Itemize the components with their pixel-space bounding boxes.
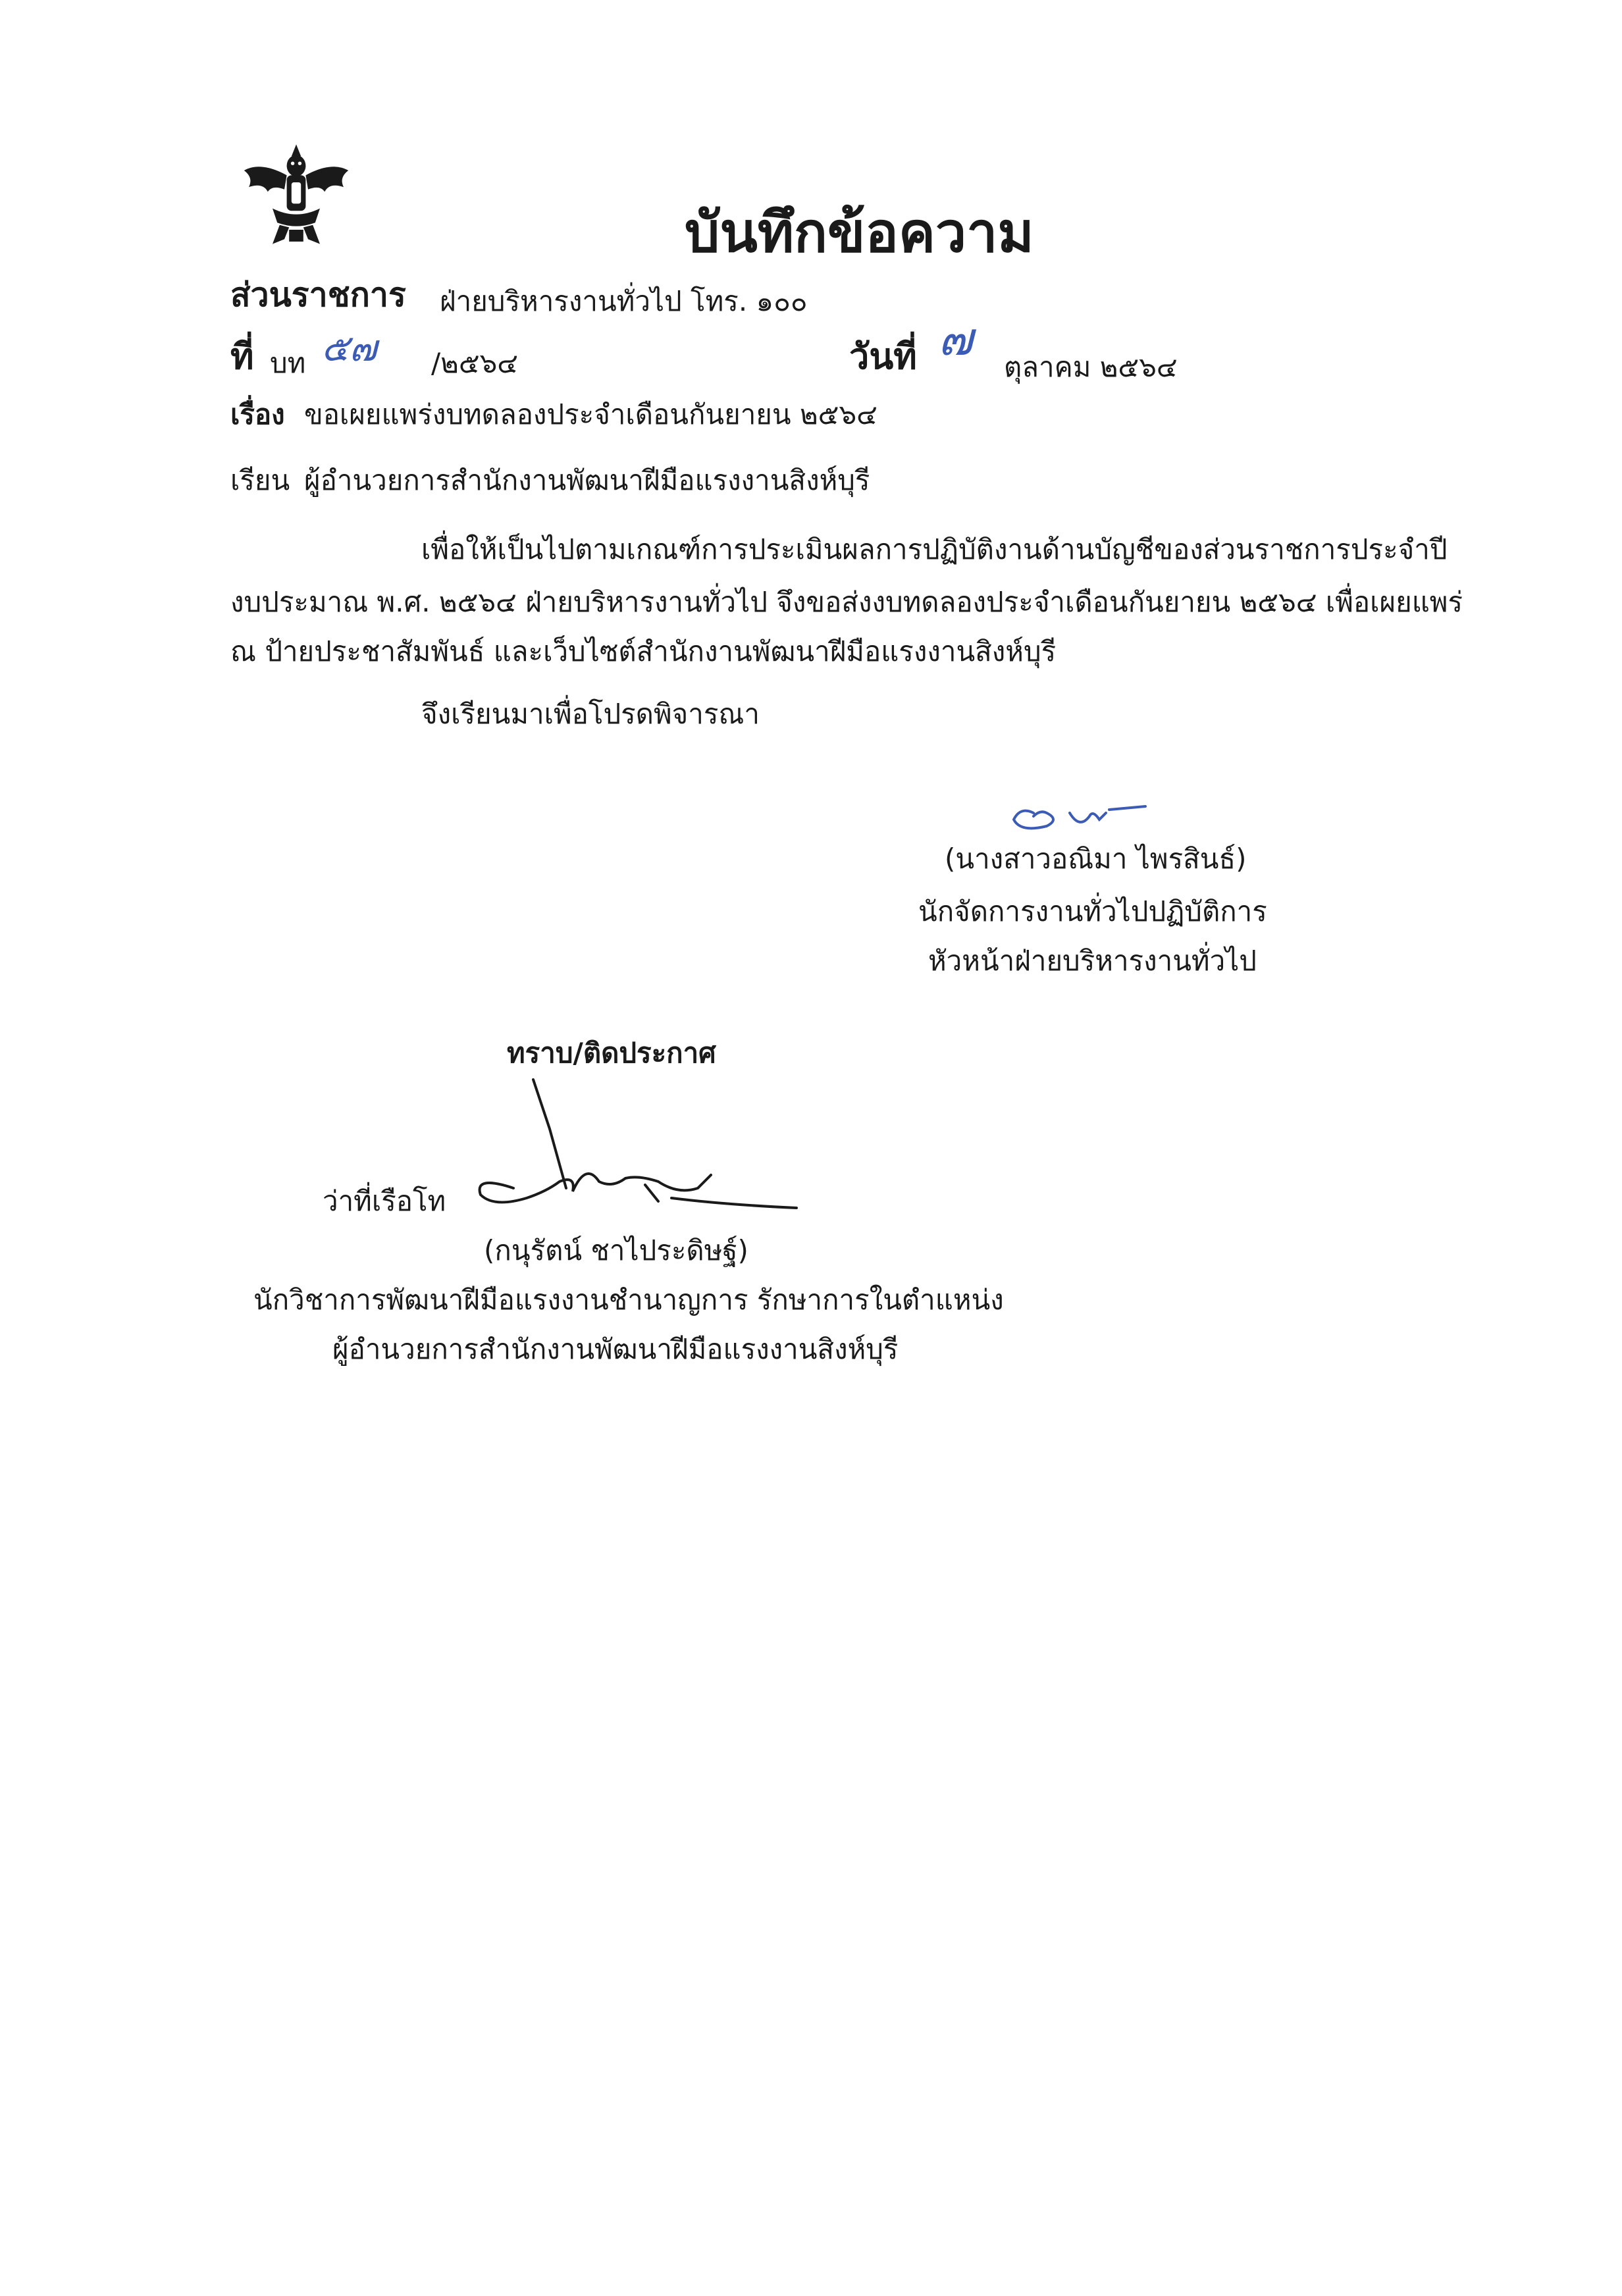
memo-title: บันทึกข้อความ bbox=[685, 200, 1034, 265]
approver-name: (กนุรัตน์ ชาไประดิษฐ์) bbox=[484, 1234, 748, 1266]
approval-heading: ทราบ/ติดประกาศ bbox=[507, 1037, 716, 1069]
approver-position-1: นักวิชาการพัฒนาฝีมือแรงงานชำนาญการ รักษาการในตำแหน่ง bbox=[253, 1284, 1004, 1316]
ref-number-handwritten: ๕๗ bbox=[321, 327, 377, 370]
ref-prefix: บท bbox=[270, 347, 306, 379]
signer-name: (นางสาวอณิมา ไพรสินธ์) bbox=[945, 843, 1247, 875]
closing-text: จึงเรียนมาเพื่อโปรดพิจารณา bbox=[421, 698, 760, 730]
approver-position-2: ผู้อำนวยการสำนักงานพัฒนาฝีมือแรงงานสิงห์บุรี bbox=[332, 1333, 899, 1365]
body-line-1: เพื่อให้เป็นไปตามเกณฑ์การประเมินผลการปฏิบัติงานด้านบัญชีของส่วนราชการประจำปี bbox=[421, 533, 1448, 565]
date-label: วันที่ bbox=[849, 336, 917, 377]
ref-year: /๒๕๖๔ bbox=[431, 347, 519, 379]
to-label: เรียน bbox=[230, 464, 290, 496]
agency-label: ส่วนราชการ bbox=[230, 276, 406, 314]
garuda-emblem-icon bbox=[237, 135, 355, 253]
date-day-handwritten: ๗ bbox=[938, 312, 973, 366]
body-line-2: งบประมาณ พ.ศ. ๒๕๖๔ ฝ่ายบริหารงานทั่วไป จึงขอส่งงบทดลองประจำเดือนกันยายน ๒๕๖๔ เพื่อเผยแพร่ bbox=[230, 586, 1463, 618]
signer-signature-icon bbox=[1007, 793, 1152, 839]
signer-position-1: นักจัดการงานทั่วไปปฏิบัติการ bbox=[918, 895, 1267, 927]
body-line-3: ณ ป้ายประชาสัมพันธ์ และเว็บไซต์สำนักงานพัฒนาฝีมือแรงงานสิงห์บุรี bbox=[230, 635, 1057, 667]
subject-label: เรื่อง bbox=[230, 398, 285, 430]
subject-value: ขอเผยแพร่งบทดลองประจำเดือนกันยายน ๒๕๖๔ bbox=[304, 398, 877, 430]
date-month-year: ตุลาคม ๒๕๖๔ bbox=[1004, 351, 1178, 383]
approver-signature-icon bbox=[461, 1076, 816, 1228]
to-value: ผู้อำนวยการสำนักงานพัฒนาฝีมือแรงงานสิงห์บุรี bbox=[304, 464, 870, 496]
signer-position-2: หัวหน้าฝ่ายบริหารงานทั่วไป bbox=[928, 945, 1257, 977]
approver-rank: ว่าที่เรือโท bbox=[323, 1185, 446, 1217]
agency-value: ฝ่ายบริหารงานทั่วไป โทร. ๑๐๐ bbox=[440, 285, 808, 317]
ref-label: ที่ bbox=[230, 336, 254, 377]
